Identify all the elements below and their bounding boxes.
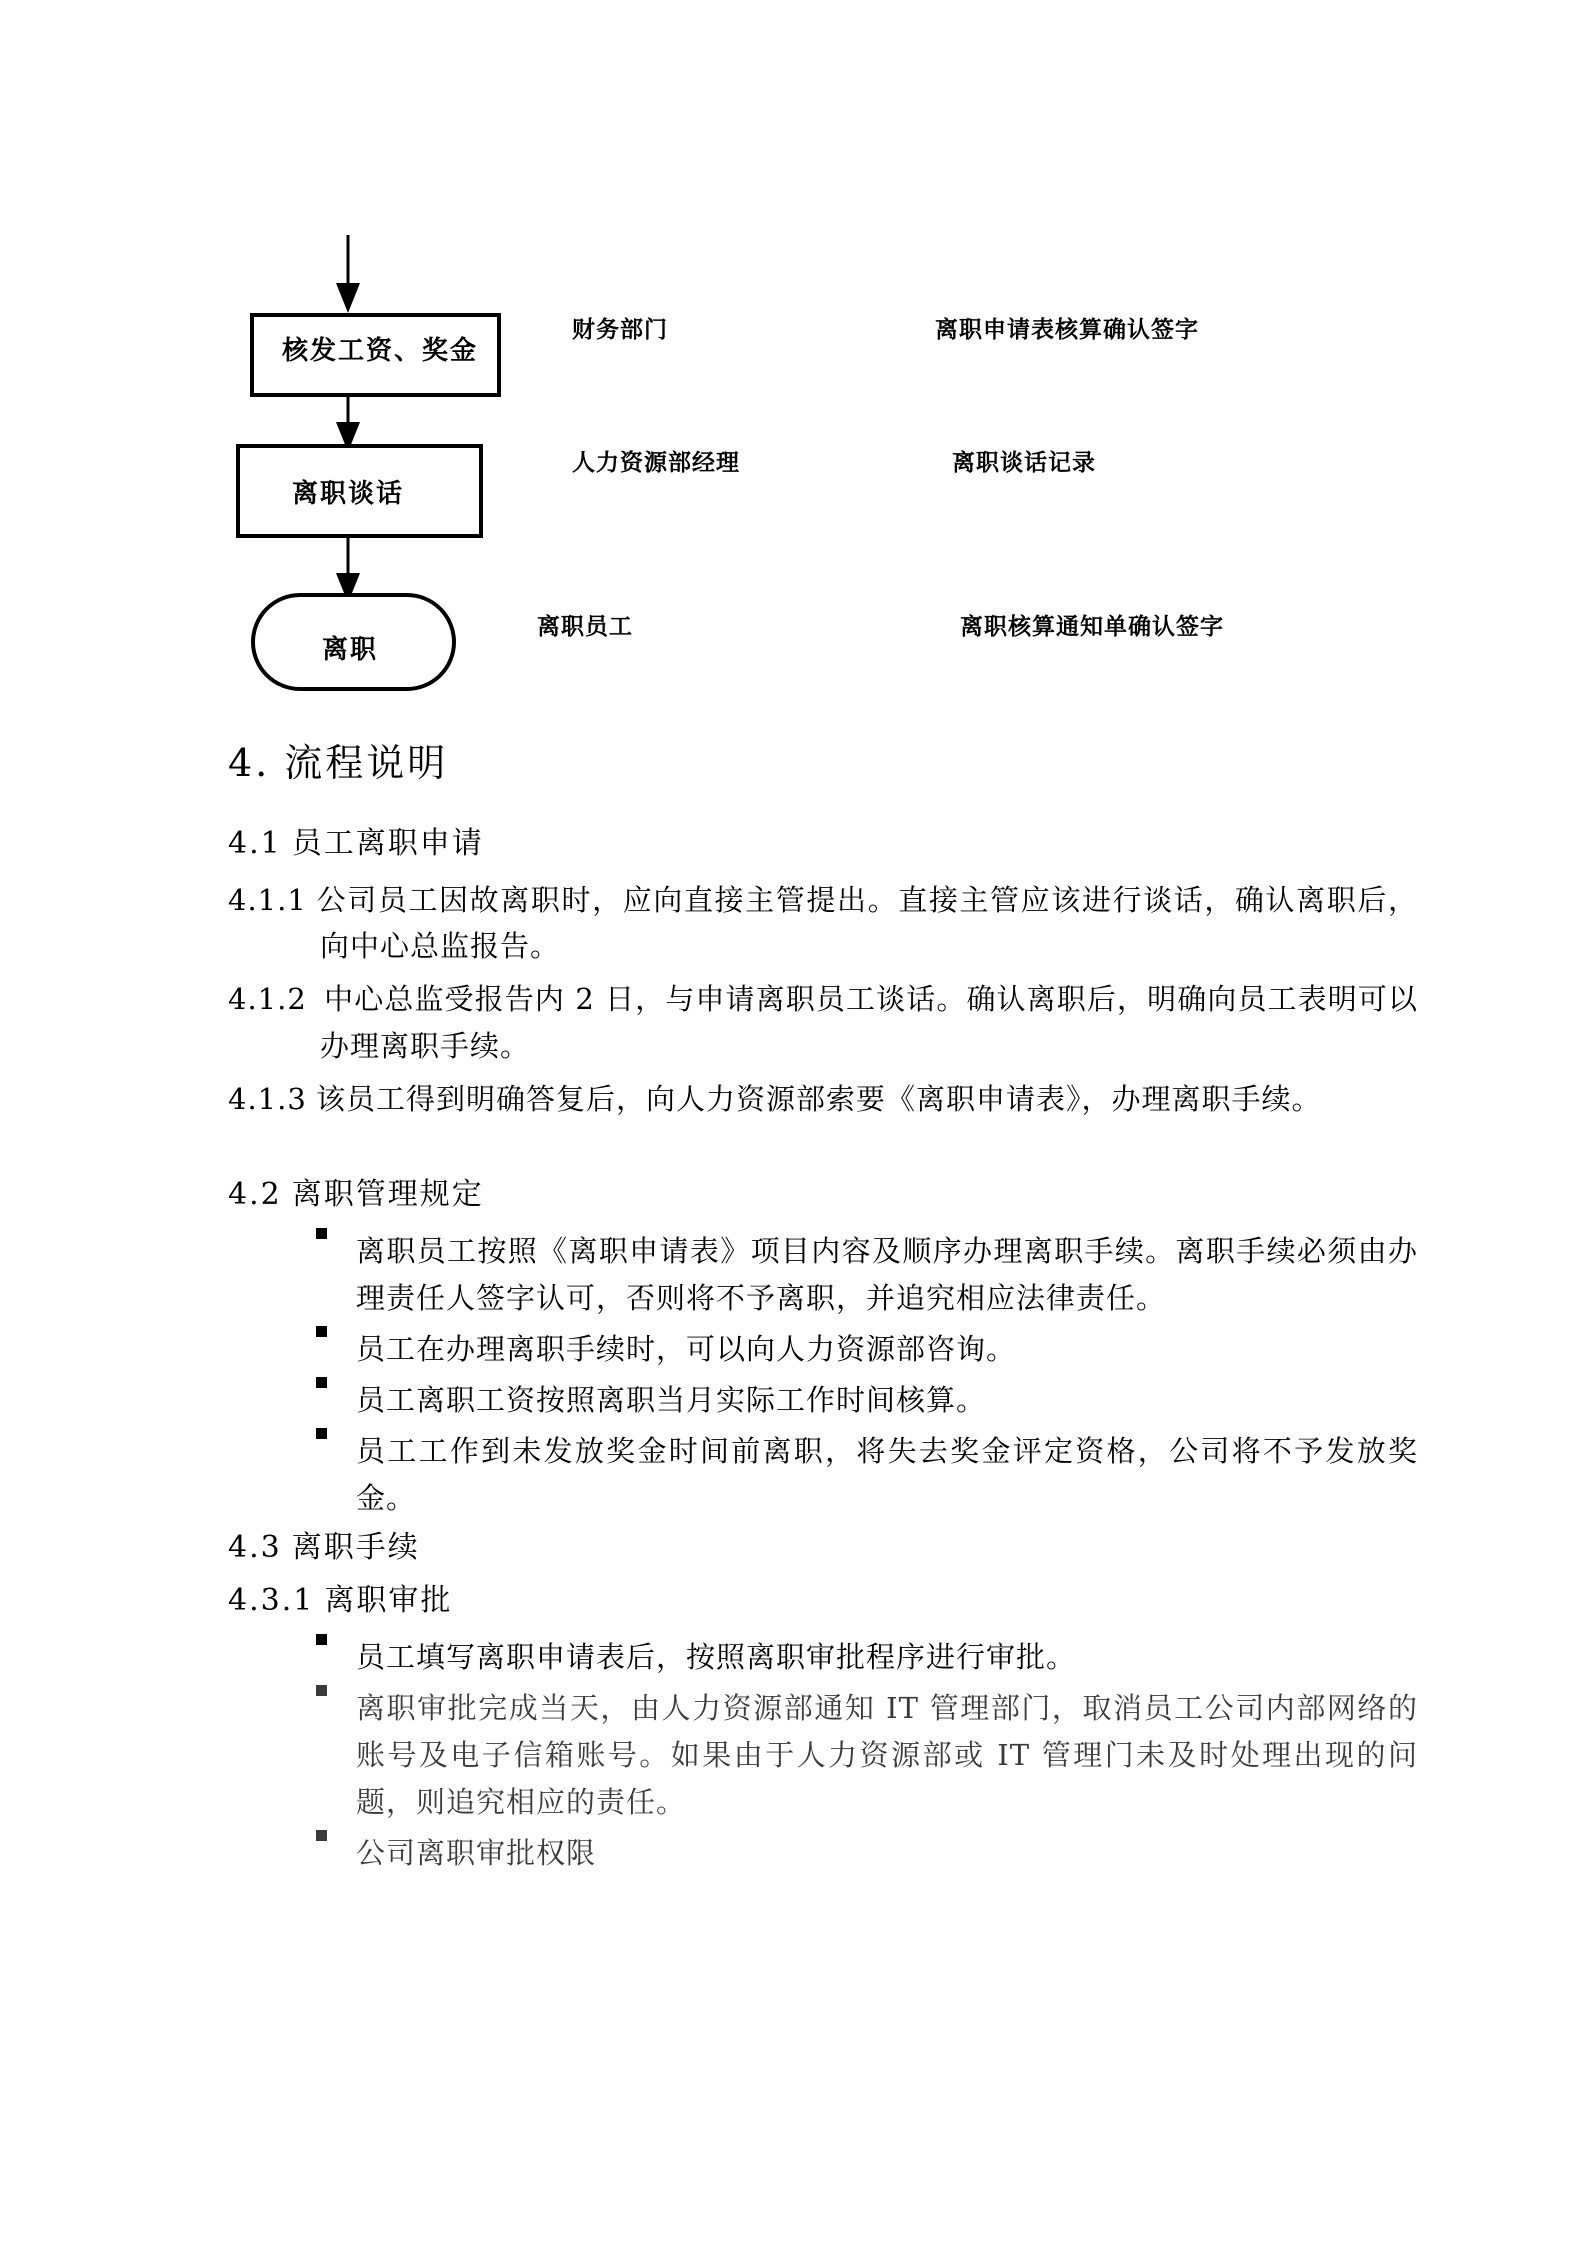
node-payroll-label: 核发工资、奖金 bbox=[282, 336, 479, 366]
node-exit-interview-label: 离职谈话 bbox=[292, 479, 405, 509]
flow-record-interview-minutes: 离职谈话记录 bbox=[952, 449, 1096, 476]
square-bullet-icon bbox=[316, 1377, 327, 1388]
page-title-number: 4. bbox=[228, 741, 271, 785]
section-4-3-1-number: 4.3.1 bbox=[228, 1583, 315, 1619]
document-body bbox=[228, 740, 1418, 1883]
section-4-1-title: 员工离职申请 bbox=[291, 825, 484, 861]
section-4-3-1-title: 离职审批 bbox=[324, 1583, 453, 1619]
bullet-list-4-3-1 bbox=[228, 1634, 1418, 1877]
paragraph-4-1-3 bbox=[228, 1076, 1418, 1123]
square-bullet-icon bbox=[316, 1428, 327, 1439]
section-heading-4-2 bbox=[228, 1175, 1418, 1214]
list-item-text: 离职员工按照《离职申请表》项目内容及顺序办理离职手续。离职手续必须由办理责任人签字认可，否则将不予离职，并追究相应法律责任。 bbox=[356, 1234, 1418, 1316]
list-item-text: 员工填写离职申请表后，按照离职审批程序进行审批。 bbox=[356, 1640, 1077, 1675]
square-bullet-icon bbox=[316, 1830, 327, 1841]
section-heading-4-3 bbox=[228, 1528, 1418, 1567]
list-item bbox=[228, 1685, 1418, 1826]
list-item bbox=[228, 1428, 1418, 1522]
paragraph-4-1-2-text: 中心总监受报告内 2 日，与申请离职员工谈话。确认离职后，明确向员工表明可以办理离职手续。 bbox=[320, 982, 1418, 1064]
section-4-3-title: 离职手续 bbox=[291, 1530, 420, 1566]
page-title-text: 流程说明 bbox=[284, 741, 449, 785]
paragraph-4-1-3-text: 该员工得到明确答复后，向人力资源部索要《离职申请表》，办理离职手续。 bbox=[316, 1082, 1322, 1117]
list-item-text: 离职审批完成当天，由人力资源部通知 IT 管理部门，取消员工公司内部网络的账号及电子信箱账号。如果由于人力资源部或 IT 管理门未及时处理出现的问题，则追究相应的责任。 bbox=[356, 1691, 1418, 1820]
list-item bbox=[228, 1228, 1418, 1322]
square-bullet-icon bbox=[316, 1228, 327, 1239]
section-4-2-number: 4.2 bbox=[228, 1177, 282, 1213]
section-spacer bbox=[228, 1129, 1418, 1175]
list-item bbox=[228, 1326, 1418, 1373]
flow-record-settlement-notice-signoff: 离职核算通知单确认签字 bbox=[960, 613, 1224, 640]
node-separation-label: 离职 bbox=[322, 635, 379, 665]
paragraph-4-1-1 bbox=[228, 877, 1418, 971]
paragraph-4-1-2-number: 4.1.2 bbox=[228, 982, 307, 1017]
bullet-list-4-2 bbox=[228, 1228, 1418, 1522]
paragraph-4-1-1-number: 4.1.1 bbox=[228, 882, 307, 917]
list-item bbox=[228, 1377, 1418, 1424]
square-bullet-icon bbox=[316, 1685, 327, 1696]
list-item-text: 员工工作到未发放奖金时间前离职，将失去奖金评定资格，公司将不予发放奖金。 bbox=[356, 1434, 1418, 1516]
section-heading-4-1 bbox=[228, 824, 1418, 863]
flowchart bbox=[0, 0, 1587, 720]
paragraph-4-1-3-number: 4.1.3 bbox=[228, 1082, 307, 1117]
list-item-text: 员工在办理离职手续时，可以向人力资源部咨询。 bbox=[356, 1332, 1017, 1367]
section-4-3-number: 4.3 bbox=[228, 1530, 282, 1566]
section-heading-4-3-1 bbox=[228, 1581, 1418, 1620]
flow-record-resignation-form-signoff: 离职申请表核算确认签字 bbox=[935, 316, 1199, 343]
square-bullet-icon bbox=[316, 1634, 327, 1645]
paragraph-4-1-1-text: 公司员工因故离职时，应向直接主管提出。直接主管应该进行谈话，确认离职后，向中心总监报告。 bbox=[316, 882, 1418, 964]
list-item bbox=[228, 1830, 1418, 1877]
list-item bbox=[228, 1634, 1418, 1681]
flow-responsible-hr-manager: 人力资源部经理 bbox=[572, 449, 740, 476]
section-4-1-number: 4.1 bbox=[228, 825, 282, 861]
list-item-text: 公司离职审批权限 bbox=[356, 1836, 597, 1871]
paragraph-4-1-2 bbox=[228, 976, 1418, 1070]
flowchart-canvas bbox=[0, 0, 1587, 720]
flow-responsible-departing-employee: 离职员工 bbox=[537, 613, 633, 640]
list-item-text: 员工离职工资按照离职当月实际工作时间核算。 bbox=[356, 1383, 987, 1418]
section-4-2-title: 离职管理规定 bbox=[291, 1177, 484, 1213]
page-title bbox=[228, 740, 1418, 788]
flow-responsible-finance: 财务部门 bbox=[572, 316, 668, 343]
square-bullet-icon bbox=[316, 1326, 327, 1337]
